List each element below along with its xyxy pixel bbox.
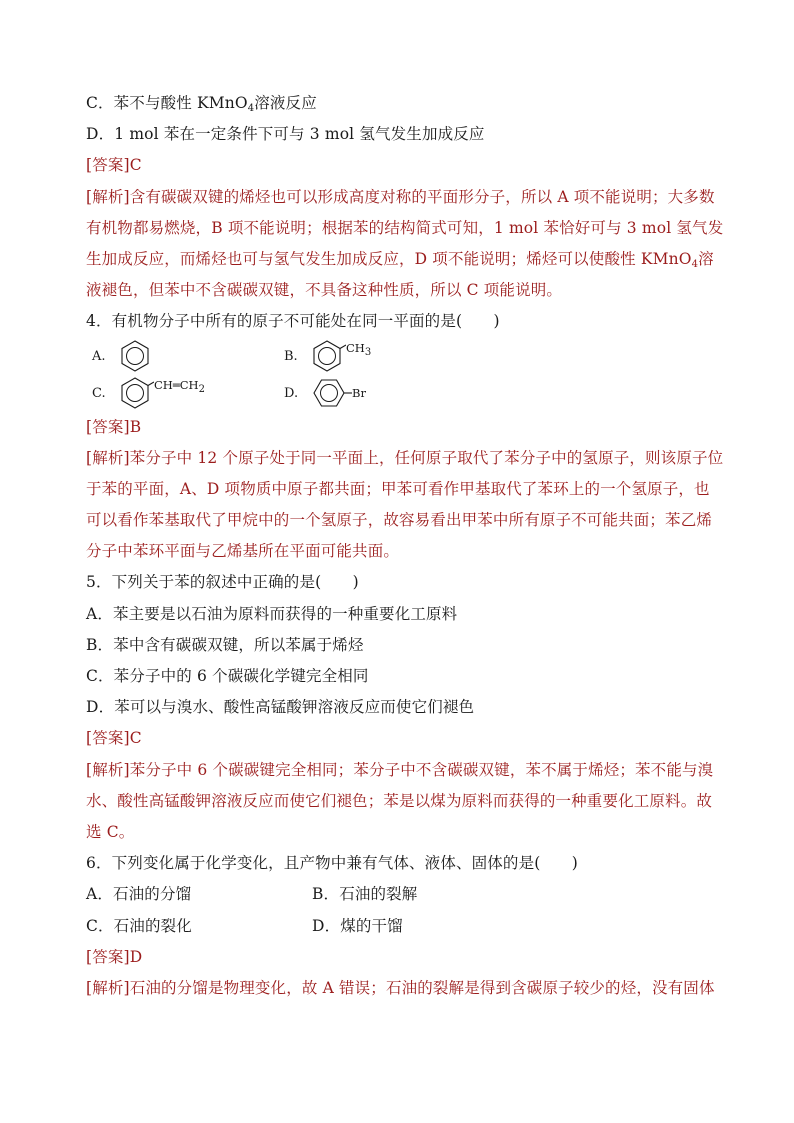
- q6-options-row-1: [86, 879, 728, 910]
- styrene-structure: [118, 376, 154, 410]
- q4-stem: 4．有机物分子中所有的原子不可能处在同一平面的是( ): [86, 312, 500, 331]
- q5-answer: [答案]C: [86, 729, 142, 748]
- q3-option-d: D．1 mol 苯在一定条件下可与 3 mol 氢气发生加成反应: [86, 125, 485, 144]
- q4-option-d: [284, 375, 366, 412]
- q5-option-a: A．苯主要是以石油为原料而获得的一种重要化工原料: [86, 604, 458, 623]
- vinyl-group-label: $CH═CH_2$: [154, 378, 205, 395]
- document-page: [86, 88, 728, 1004]
- q5-option-b: B．苯中含有碳碳双键，所以苯属于烯烃: [86, 635, 364, 654]
- bromo-group-label: Br: [352, 386, 366, 400]
- q5-analysis-line: 选 C。: [86, 822, 135, 841]
- q4-options-row-1: [86, 338, 728, 375]
- q4-option-b: [284, 338, 371, 375]
- q6-option-d: D．煤的干馏: [312, 916, 403, 935]
- q6-analysis-line: [解析]石油的分馏是物理变化，故 A 错误；石油的裂解是得到含碳原子较少的烃，没有固体: [86, 978, 715, 997]
- q6-option-a: A．石油的分馏: [86, 885, 192, 904]
- q4-option-a: [92, 338, 158, 375]
- benzene-structure: [118, 339, 158, 373]
- q3-analysis-line: 有机物都易燃烧，B 项不能说明；根据苯的结构简式可知，1 mol 苯恰好可与 3 mol 氢气发: [86, 218, 724, 237]
- q5-analysis-line: [解析]苯分子中 6 个碳碳键完全相同；苯分子中不含碳碳双键，苯不属于烯烃；苯不能与溴: [86, 760, 714, 779]
- q5-analysis-line: 水、酸性高锰酸钾溶液反应而使它们褪色；苯是以煤为原料而获得的一种重要化工原料。故: [86, 791, 713, 810]
- option-label: D.: [284, 385, 299, 401]
- q5-option-d: D．苯可以与溴水、酸性高锰酸钾溶液反应而使它们褪色: [86, 698, 475, 717]
- q4-analysis-line: 于苯的平面，A、D 项物质中原子都共面；甲苯可看作甲基取代了苯环上的一个氢原子，也: [86, 479, 710, 498]
- q3-analysis-line: 生加成反应，而烯烃也可与氢气发生加成反应，D 项不能说明；烯烃可以使酸性 KMnO$_4$溶: [86, 249, 714, 270]
- q6-answer: [答案]D: [86, 947, 143, 966]
- q6-option-b: B．石油的裂解: [312, 885, 418, 904]
- q6-stem: 6．下列变化属于化学变化，且产物中兼有气体、液体、固体的是( ): [86, 854, 578, 873]
- q4-analysis-line: [解析]苯分子中 12 个原子处于同一平面上，任何原子取代了苯分子中的氢原子，则该原子位: [86, 448, 724, 467]
- q3-analysis-line: [解析]含有碳碳双键的烯烃也可以形成高度对称的平面形分子，所以 A 项不能说明；大多数: [86, 187, 715, 206]
- q3-option-c: C．苯不与酸性 KMnO$_4$溶液反应: [86, 94, 317, 114]
- q4-analysis-line: 分子中苯环平面与乙烯基所在平面可能共面。: [86, 542, 400, 561]
- q5-option-c: C．苯分子中的 6 个碳碳化学键完全相同: [86, 667, 369, 685]
- q3-answer: [答案]C: [86, 156, 142, 175]
- q4-option-c: [92, 375, 205, 412]
- option-label: C.: [92, 385, 106, 401]
- option-label: A.: [92, 348, 106, 364]
- q6-options-row-2: [86, 911, 728, 942]
- option-label: B.: [284, 348, 298, 364]
- q6-option-c: C．石油的裂化: [86, 916, 192, 935]
- methyl-group-label: $CH_3$: [346, 341, 372, 358]
- q4-options-row-2: [86, 375, 728, 412]
- q4-analysis-line: 可以看作苯基取代了甲烷中的一个氢原子，故容易看出甲苯中所有原子不可能共面；苯乙烯: [86, 511, 713, 530]
- q5-stem: 5．下列关于苯的叙述中正确的是( ): [86, 573, 359, 592]
- q4-answer: [答案]B: [86, 417, 142, 436]
- bromobenzene-structure: [310, 376, 352, 410]
- toluene-structure: [310, 339, 346, 373]
- q3-analysis-line: 液褪色，但苯中不含碳碳双键，不具备这种性质，所以 C 项能说明。: [86, 281, 563, 300]
